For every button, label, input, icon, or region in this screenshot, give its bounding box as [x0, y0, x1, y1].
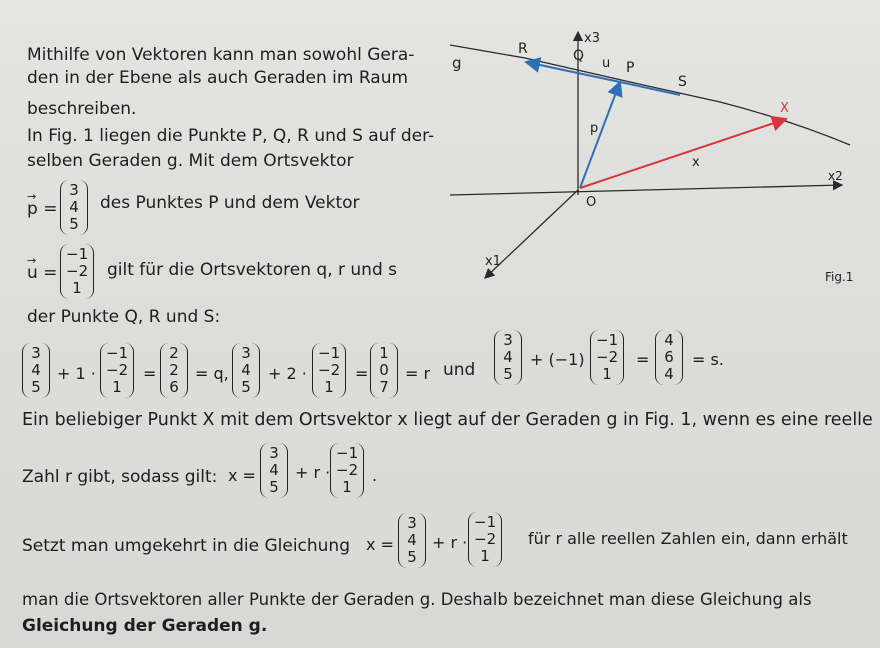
u-vec-2: −2	[66, 262, 89, 280]
figure-caption: Fig.1	[825, 270, 854, 284]
label-x3: x3	[584, 31, 600, 46]
para3-line-2: man die Ortsvektoren aller Punkte der Geraden g. Deshalb bezeichnet man diese Gleichung als	[22, 590, 812, 609]
eq-vector-7: 3 4 5	[494, 330, 522, 385]
eq-vector-2: −1 −2 1	[100, 343, 134, 398]
para3-lead: Setzt man umgekehrt in die Gleichung	[22, 536, 350, 556]
eq-und: und	[443, 360, 476, 380]
para3-vector-2: −1 −2 1	[468, 512, 502, 567]
u-label: → u =	[27, 262, 57, 284]
intro-line-4: In Fig. 1 liegen die Punkte P, Q, R und S auf der-	[27, 126, 435, 146]
label-r: R	[518, 41, 528, 57]
label-g: g	[452, 54, 462, 72]
x2-axis	[450, 185, 842, 195]
p-text: des Punktes P und dem Vektor	[100, 193, 360, 213]
label-p: P	[626, 60, 635, 76]
vector-x-line	[580, 119, 786, 188]
vector-p-line	[580, 82, 620, 188]
eq-op-eq1: =	[143, 364, 157, 383]
label-pvec: p	[590, 121, 599, 136]
para3-line-3: Gleichung der Geraden g.	[22, 616, 268, 636]
label-o: O	[586, 195, 597, 210]
para2-x-eq: x =	[228, 466, 256, 485]
eq-op-plus3: + (−1)	[530, 350, 585, 369]
label-s: S	[678, 74, 687, 90]
eq-vector-4: 3 4 5	[232, 343, 260, 398]
para3-trail: für r alle reellen Zahlen ein, dann erhält	[528, 529, 848, 548]
u-column-vector	[60, 244, 94, 299]
eq-vector-3: 2 2 6	[160, 343, 188, 398]
para2-vector-1: 3 4 5	[260, 443, 288, 498]
para2-vector-2: −1 −2 1	[330, 443, 364, 498]
para3-plus: + r ·	[432, 533, 468, 552]
intro-line-5: selben Geraden g. Mit dem Ortsvektor	[27, 151, 354, 171]
label-xvec: x	[692, 155, 700, 170]
segment-p-s	[620, 82, 680, 95]
label-u: u	[602, 56, 611, 71]
eq-vector-5: −1 −2 1	[312, 343, 346, 398]
eq-op-plus1: + 1 ·	[57, 364, 96, 383]
u-text: gilt für die Ortsvektoren q, r und s	[107, 260, 398, 280]
eq-s: = s.	[692, 350, 724, 369]
u-vec-3: 1	[72, 279, 82, 297]
p-vec-3: 5	[69, 215, 79, 233]
eq-vector-1: 3 4 5	[22, 343, 50, 398]
eq-r: = r	[405, 364, 431, 383]
p-vec-2: 4	[69, 198, 79, 216]
para2-dot: .	[372, 466, 378, 485]
intro-line-8: der Punkte Q, R und S:	[27, 307, 221, 327]
p-label: → p =	[27, 198, 57, 220]
para3-vector-1: 3 4 5	[398, 513, 426, 568]
para2-line-2: Zahl r gibt, sodass gilt:	[22, 467, 218, 487]
eq-vector-9: 4 6 4	[655, 330, 683, 385]
para2-line-1: Ein beliebiger Punkt X mit dem Ortsvektor x liegt auf der Geraden g in Fig. 1, wenn es eine reelle	[22, 410, 873, 430]
eq-op-eq3: =	[636, 350, 650, 369]
figure-1	[430, 20, 870, 310]
p-vec-1: 3	[69, 181, 79, 199]
para3-x-eq: x =	[366, 535, 394, 554]
p-column-vector	[60, 180, 88, 235]
label-q: Q	[573, 48, 585, 64]
intro-line-2: den in der Ebene als auch Geraden im Raum	[27, 68, 409, 88]
para2-plus: + r ·	[295, 463, 331, 482]
eq-op-plus2: + 2 ·	[268, 364, 307, 383]
eq-vector-6: 1 0 7	[370, 343, 398, 398]
eq-vector-8: −1 −2 1	[590, 330, 624, 385]
label-x1: x1	[485, 254, 501, 269]
label-x2: x2	[828, 169, 843, 183]
eq-op-eq2: =	[355, 364, 369, 383]
line-g	[450, 45, 850, 145]
intro-line-1: Mithilfe von Vektoren kann man sowohl Gera-	[27, 45, 415, 65]
label-x: X	[780, 101, 789, 116]
eq-q: = q,	[195, 364, 229, 383]
u-vec-1: −1	[66, 245, 89, 263]
intro-line-3: beschreiben.	[27, 99, 137, 119]
